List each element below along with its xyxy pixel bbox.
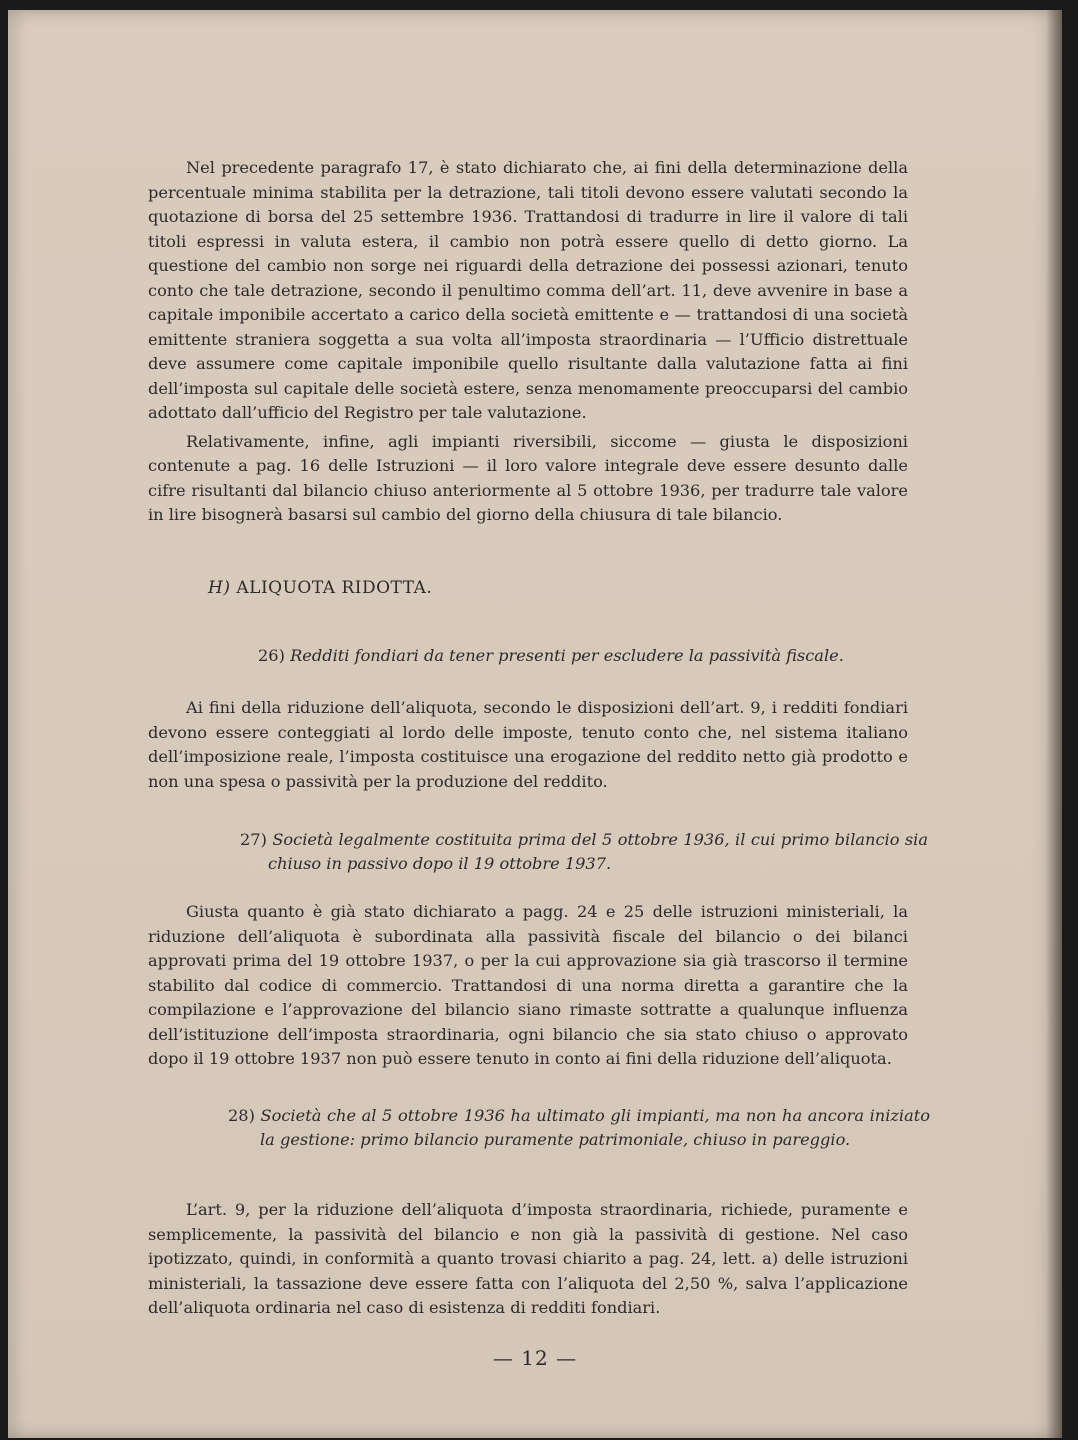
paragraph-27: Giusta quanto è già stato dichiarato a pagg. 24 e 25 delle istruzioni ministeriali, la riduzione dell’aliquota è subordinata alla passività fiscale del bilancio o dei bilanci approvati prima del 19 ottobre 1937, o per la cui approvazione sia già trascorso il termine stabilito dal codice di commercio. Trattandosi di una norma diretta a garantire che la compilazione e l’approvazione del bilancio siano rimaste sottratte a qualunque influenza dell’istituzione dell’imposta straordinaria, ogni bilancio che sia stato chiuso o approvato dopo il 19 ottobre 1937 non può essere tenuto in conto ai fini della riduzione dell’aliquota. [148,902,908,1068]
paragraph-28: L’art. 9, per la riduzione dell’aliquota d’imposta straordinaria, richiede, puramente e semplicemente, la passività del bilancio e non già la passività di gestione. Nel caso ipotizzato, quindi, in conformità a quanto trovasi chiarito a pag. 24, lett. a) delle istruzioni ministeriali, la tassazione deve essere fatta con l’aliquota del 2,50 %, salva l’applicazione dell’aliquota ordinaria nel caso di esistenza di redditi fondiari. [148,1200,908,1317]
subheading-26 [258,644,898,668]
text-block-27 [148,900,908,1072]
section-heading [208,578,432,598]
subheading-26-number: 26) [258,646,285,665]
subheading-28-number: 28) [228,1106,255,1125]
intro-text-block [148,156,908,528]
document-page [8,10,1062,1438]
text-block-26 [148,696,908,794]
subheading-27-title: Società legalmente costituita prima del 5 ottobre 1936, il cui primo bilancio sia chiuso in passivo dopo il 19 ottobre 1937. [268,830,928,873]
text-block-28 [148,1198,908,1321]
subheading-28-title: Società che al 5 ottobre 1936 ha ultimato gli impianti, ma non ha ancora iniziato la gestione: primo bilancio puramente patrimoniale, chiuso in pareggio. [260,1106,930,1149]
paragraph-impianti: Relativamente, infine, agli impianti riversibili, siccome — giusta le disposizioni contenute a pag. 16 delle Istruzioni — il loro valore integrale deve essere desunto dalle cifre risultanti dal bilancio chiuso anteriormente al 5 ottobre 1936, per tradurre tale valore in lire bisognerà basarsi sul cambio del giorno della chiusura di tale bilancio. [148,431,908,524]
subheading-27 [240,828,928,876]
section-title: ALIQUOTA RIDOTTA. [236,578,433,598]
subheading-28 [228,1104,930,1152]
subheading-27-number: 27) [240,830,267,849]
page-number: — 12 — [492,1346,578,1370]
subheading-26-title: Redditi fondiari da tener presenti per escludere la passività fiscale. [290,646,844,665]
page-spine-shadow [1046,10,1062,1438]
paragraph-intro: Nel precedente paragrafo 17, è stato dichiarato che, ai fini della determinazione della percentuale minima stabilita per la detrazione, tali titoli devono essere valutati secondo la quotazione di borsa del 25 settembre 1936. Trattandosi di tradurre in lire il valore di tali titoli espressi in valuta estera, il cambio non potrà essere quello di detto giorno. La questione del cambio non sorge nei riguardi della detrazione dei possessi azionari, tenuto conto che tale detrazione, secondo il penultimo comma dell’art. 11, deve avvenire in base a capitale imponibile accertato a carico della società emittente e — trattandosi di una società emittente straniera soggetta a sua volta all’imposta straordinaria — l’Ufficio distrettuale deve assumere come capitale imponibile quello risultante dalla valutazione fatta ai fini dell’imposta sul capitale delle società estere, senza menomamente preoccuparsi del cambio adottato dall’ufficio del Registro per tale valutazione. [148,158,908,422]
section-letter: H) [208,578,231,598]
paragraph-26: Ai fini della riduzione dell’aliquota, secondo le disposizioni dell’art. 9, i redditi fondiari devono essere conteggiati al lordo delle imposte, tenuto conto che, nel sistema italiano dell’imposizione reale, l’imposta costituisce una erogazione del reddito netto già prodotto e non una spesa o passività per la produzione del reddito. [148,698,908,791]
